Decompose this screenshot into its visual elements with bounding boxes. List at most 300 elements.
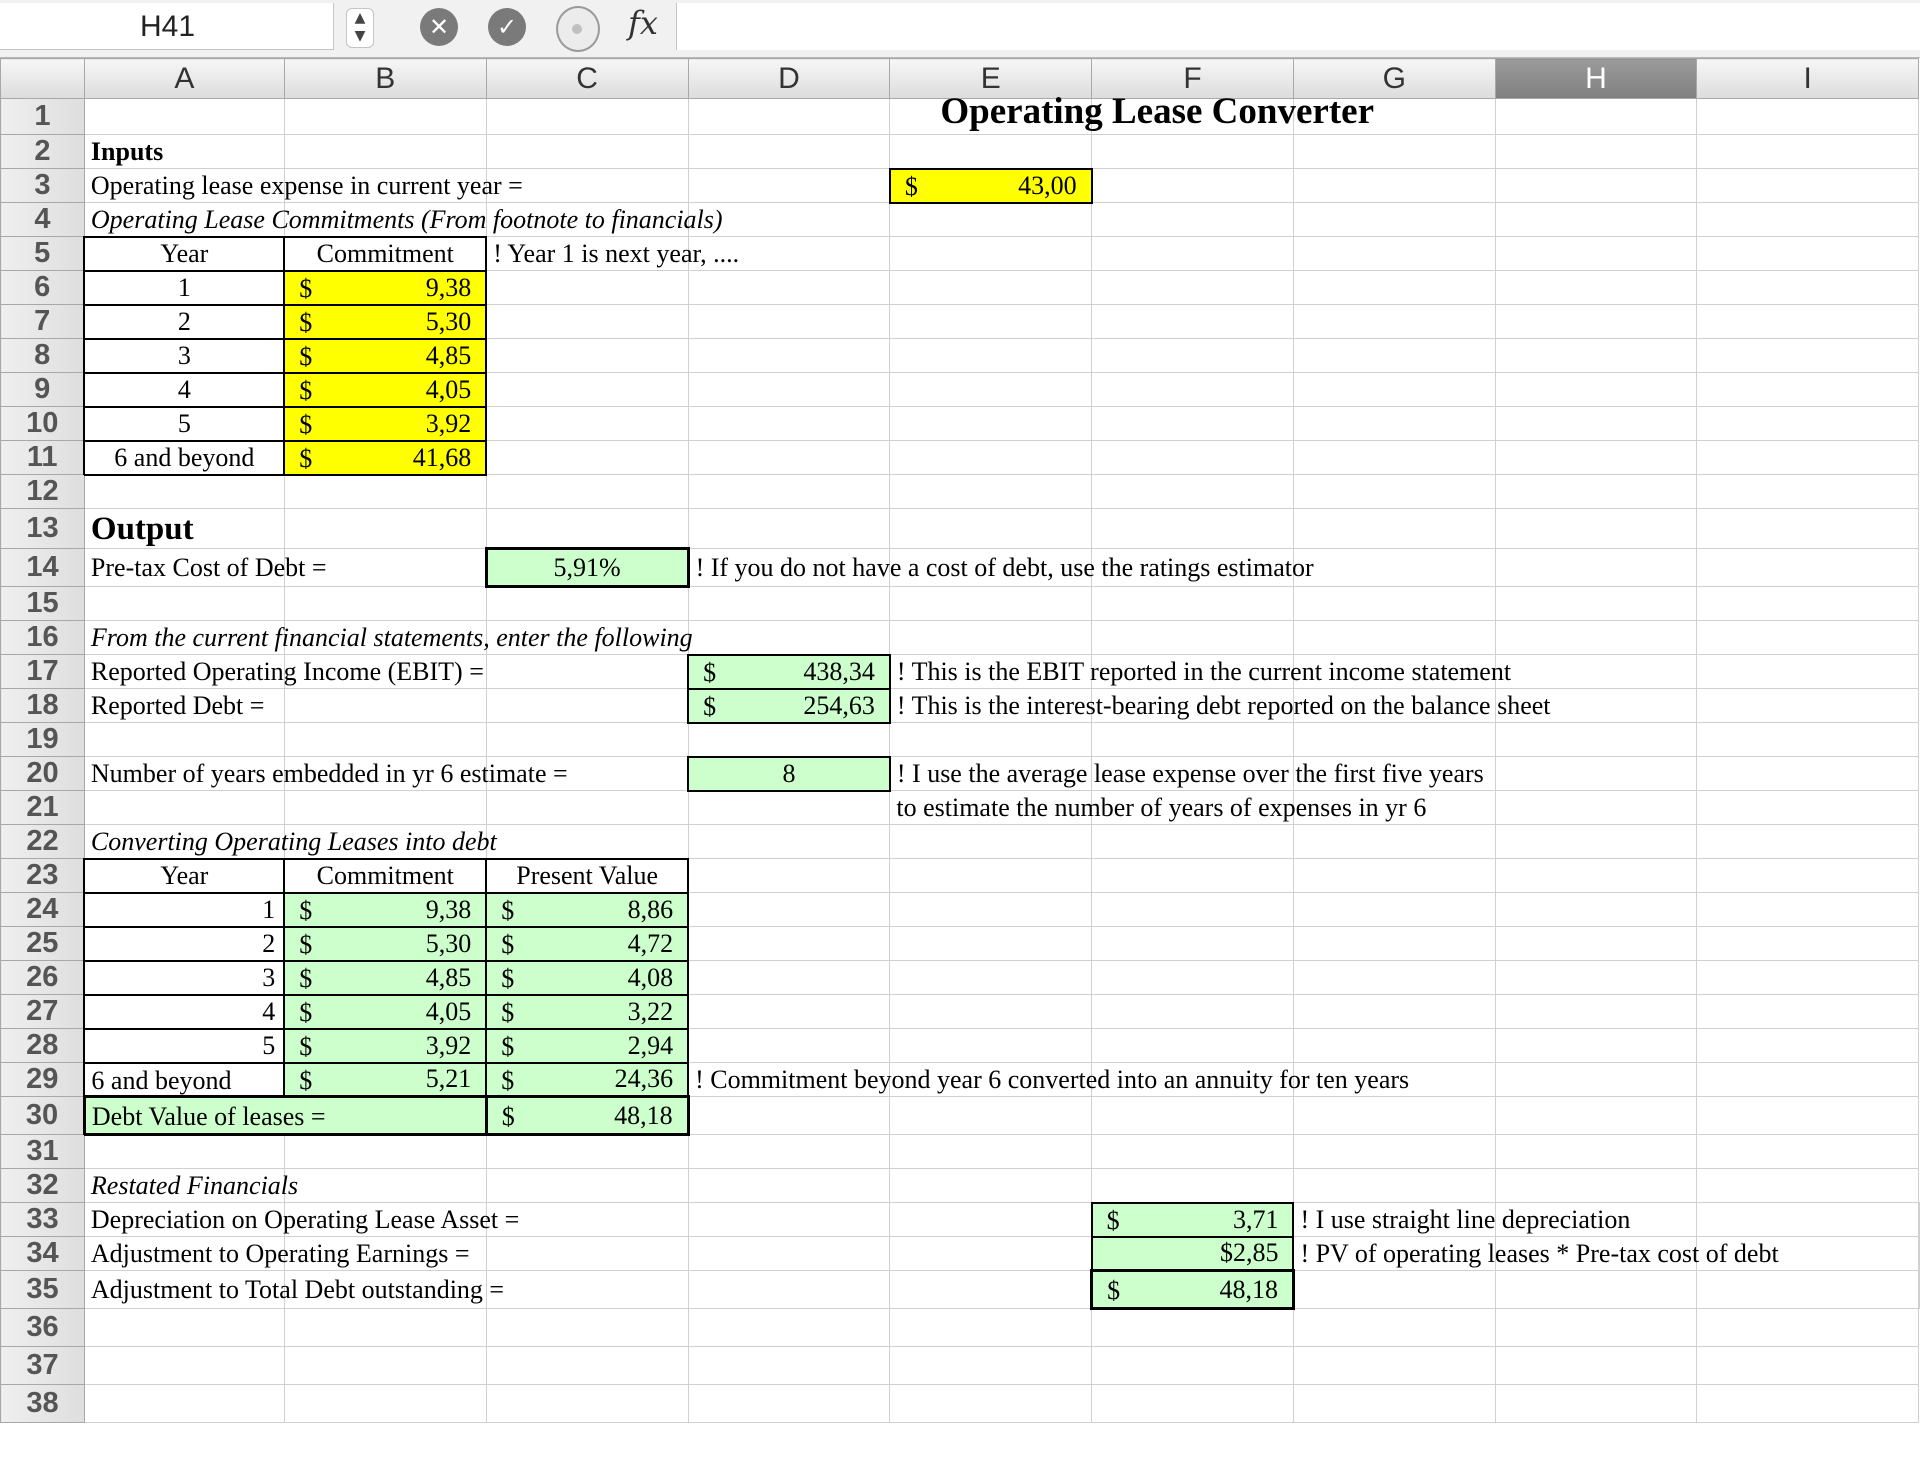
cell[interactable] [890, 1203, 1092, 1237]
cell[interactable] [1697, 135, 1919, 169]
cell[interactable] [688, 995, 890, 1029]
cell[interactable] [1495, 271, 1697, 305]
cell[interactable] [284, 689, 486, 723]
cell[interactable] [688, 723, 890, 757]
cell[interactable] [1293, 1309, 1495, 1347]
cell[interactable] [688, 893, 890, 927]
conversion-year-cell[interactable]: 4 [84, 995, 284, 1029]
cell[interactable] [1495, 373, 1697, 407]
cell[interactable] [486, 509, 688, 549]
cell[interactable] [84, 587, 284, 621]
row-header[interactable]: 38 [1, 1385, 85, 1423]
cell[interactable] [688, 1063, 1410, 1097]
cell[interactable] [890, 373, 1092, 407]
row-header[interactable]: 21 [1, 791, 85, 825]
cell[interactable] [1293, 203, 1495, 237]
cell[interactable] [1697, 859, 1919, 893]
cell[interactable] [890, 475, 1092, 509]
cell[interactable] [1697, 475, 1919, 509]
row-header[interactable]: 11 [1, 441, 85, 475]
cell[interactable] [486, 135, 688, 169]
cell[interactable] [890, 237, 1092, 271]
cell[interactable] [1919, 1203, 1920, 1237]
cell[interactable] [890, 1271, 1092, 1309]
cell[interactable] [1495, 169, 1697, 203]
cell[interactable] [890, 135, 1092, 169]
cell[interactable] [1092, 587, 1294, 621]
cell[interactable] [486, 271, 688, 305]
cell[interactable] [688, 475, 890, 509]
cell[interactable] [486, 373, 688, 407]
cell[interactable] [1697, 203, 1919, 237]
conversion-year-cell[interactable]: 5 [84, 1029, 284, 1063]
cell[interactable] [688, 305, 890, 339]
cell[interactable] [1697, 1097, 1919, 1135]
cell[interactable] [890, 1097, 1092, 1135]
conversion-commitment-cell[interactable] [284, 1029, 486, 1063]
cell[interactable] [1495, 1271, 1697, 1309]
cell[interactable] [1495, 961, 1697, 995]
row-header[interactable]: 17 [1, 655, 85, 689]
cell[interactable] [1293, 509, 1495, 549]
conversion-commitment-cell[interactable] [284, 995, 486, 1029]
cell[interactable] [486, 475, 688, 509]
cell[interactable] [1293, 305, 1495, 339]
cell[interactable] [688, 373, 890, 407]
cell[interactable] [486, 791, 688, 825]
cell[interactable] [84, 549, 327, 587]
cell[interactable] [84, 99, 284, 135]
conversion-year-cell[interactable]: 3 [84, 961, 284, 995]
cell[interactable] [1092, 441, 1294, 475]
cell[interactable] [1697, 407, 1919, 441]
cell[interactable] [890, 441, 1092, 475]
debt-value-cell[interactable] [486, 1097, 688, 1135]
row-header[interactable]: 25 [1, 927, 85, 961]
cell[interactable] [688, 791, 890, 825]
cell[interactable] [1495, 995, 1697, 1029]
cell[interactable] [1293, 475, 1495, 509]
cell[interactable] [1092, 1169, 1294, 1203]
conversion-commitment-cell[interactable] [284, 893, 486, 927]
cell[interactable] [486, 1237, 688, 1271]
cell[interactable] [486, 1271, 688, 1309]
cell[interactable] [84, 757, 568, 791]
cell[interactable] [1293, 1271, 1495, 1309]
cancel-icon[interactable]: ✕ [420, 8, 458, 46]
cell[interactable] [1092, 237, 1294, 271]
cell[interactable] [486, 1309, 688, 1347]
cost-of-debt-cell[interactable]: 5,91% [486, 549, 688, 587]
cell[interactable] [1092, 1135, 1294, 1169]
column-header-c[interactable]: C [486, 59, 688, 99]
commitment-value-cell[interactable] [284, 305, 486, 339]
cell[interactable] [1495, 1169, 1697, 1203]
cell[interactable] [284, 99, 486, 135]
cell[interactable] [1092, 339, 1294, 373]
cell[interactable] [486, 339, 688, 373]
cell[interactable] [486, 689, 688, 723]
cell[interactable] [890, 995, 1092, 1029]
cell[interactable] [1293, 1097, 1495, 1135]
conversion-commitment-cell[interactable] [284, 927, 486, 961]
cell[interactable] [1293, 1237, 1779, 1271]
cell[interactable] [1293, 1169, 1495, 1203]
cell[interactable] [84, 1169, 299, 1203]
commitment-year-cell[interactable]: 5 [84, 407, 284, 441]
cell[interactable] [284, 723, 486, 757]
cell[interactable] [1092, 859, 1294, 893]
cell[interactable] [688, 1169, 890, 1203]
cell[interactable] [688, 1271, 890, 1309]
row-header[interactable]: 28 [1, 1029, 85, 1063]
cell[interactable] [1697, 549, 1919, 587]
cell[interactable] [688, 1309, 890, 1347]
cell[interactable] [486, 1135, 688, 1169]
row-header[interactable]: 33 [1, 1203, 85, 1237]
cell[interactable] [1293, 1203, 1631, 1237]
row-header[interactable]: 16 [1, 621, 85, 655]
row-header[interactable]: 1 [1, 99, 85, 135]
cell[interactable] [1495, 1029, 1697, 1063]
cell[interactable] [1697, 305, 1919, 339]
cell[interactable] [890, 689, 1551, 723]
cell[interactable] [84, 689, 284, 723]
select-all-corner[interactable] [1, 59, 85, 99]
cell[interactable] [84, 169, 523, 203]
cell[interactable] [1293, 825, 1495, 859]
cell[interactable] [1293, 441, 1495, 475]
cell[interactable] [688, 339, 890, 373]
cell[interactable] [84, 135, 284, 169]
cell[interactable] [1092, 373, 1294, 407]
cell[interactable] [486, 1347, 688, 1385]
cell[interactable] [1919, 1237, 1920, 1271]
cell[interactable] [1293, 961, 1495, 995]
cell[interactable] [890, 1169, 1092, 1203]
cell[interactable] [1293, 859, 1495, 893]
commitment-value-cell[interactable] [284, 407, 486, 441]
cell[interactable] [1092, 305, 1294, 339]
row-header[interactable]: 19 [1, 723, 85, 757]
cell[interactable] [1697, 169, 1919, 203]
cell[interactable] [1293, 237, 1495, 271]
column-header-b[interactable]: B [284, 59, 486, 99]
cell[interactable] [1092, 1385, 1294, 1423]
cell[interactable] [84, 509, 284, 549]
cell[interactable] [84, 1309, 284, 1347]
adj-earnings-cell[interactable]: $2,85 [1092, 1237, 1294, 1271]
row-header[interactable]: 20 [1, 757, 85, 791]
cell[interactable] [84, 1271, 505, 1309]
cell[interactable] [1697, 1169, 1919, 1203]
cell[interactable] [284, 1385, 486, 1423]
cell[interactable] [1092, 1029, 1294, 1063]
cell[interactable] [486, 407, 688, 441]
cell[interactable] [1697, 1029, 1919, 1063]
column-header-e[interactable]: E [890, 59, 1092, 99]
cell[interactable] [284, 791, 486, 825]
cell[interactable] [890, 757, 1484, 791]
formula-input[interactable] [676, 3, 1920, 50]
cell[interactable] [1697, 961, 1919, 995]
debt-value-label-cell[interactable] [84, 1097, 326, 1135]
cell[interactable] [688, 621, 890, 655]
cell[interactable] [1092, 475, 1294, 509]
row-header[interactable]: 5 [1, 237, 85, 271]
row-header[interactable]: 31 [1, 1135, 85, 1169]
cell[interactable] [1495, 587, 1697, 621]
cell[interactable] [890, 723, 1092, 757]
cell[interactable] [688, 927, 890, 961]
cell[interactable] [84, 1203, 520, 1237]
row-header[interactable]: 10 [1, 407, 85, 441]
conversion-year-cell[interactable]: 1 [84, 893, 284, 927]
cell[interactable] [1092, 1097, 1294, 1135]
cell[interactable] [1495, 859, 1697, 893]
cell[interactable] [1697, 1309, 1919, 1347]
cell[interactable] [84, 1385, 284, 1423]
cell[interactable] [1697, 723, 1919, 757]
cell[interactable] [1495, 237, 1697, 271]
cell[interactable] [1495, 1063, 1697, 1097]
commitment-year-cell[interactable]: 2 [84, 305, 284, 339]
cell[interactable] [1293, 1385, 1495, 1423]
cell[interactable] [890, 1347, 1092, 1385]
commitment-year-cell[interactable]: 4 [84, 373, 284, 407]
conversion-year-cell[interactable]: 2 [84, 927, 284, 961]
cell[interactable] [1092, 169, 1294, 203]
cell[interactable] [486, 1385, 688, 1423]
cell[interactable] [486, 99, 688, 135]
cell[interactable] [688, 587, 890, 621]
cell[interactable] [890, 1237, 1092, 1271]
cell[interactable] [1919, 1271, 1920, 1309]
cell[interactable] [1293, 621, 1495, 655]
row-header[interactable]: 30 [1, 1097, 85, 1135]
cell[interactable] [890, 621, 1092, 655]
cell[interactable] [688, 1135, 890, 1169]
cell[interactable] [1092, 723, 1294, 757]
cell[interactable] [1495, 825, 1697, 859]
debt-cell[interactable] [688, 689, 890, 723]
year-header-cell[interactable]: Year [84, 237, 284, 271]
adj-debt-cell[interactable] [1092, 1271, 1294, 1309]
cell[interactable] [1697, 509, 1919, 549]
row-header[interactable]: 29 [1, 1063, 85, 1097]
cell[interactable] [688, 441, 890, 475]
row-header[interactable]: 22 [1, 825, 85, 859]
cell[interactable] [1697, 655, 1919, 689]
cell[interactable] [84, 1135, 284, 1169]
confirm-icon[interactable]: ✓ [488, 8, 526, 46]
commitment-value-cell[interactable] [284, 339, 486, 373]
cell[interactable] [1697, 927, 1919, 961]
cell[interactable] [1495, 203, 1697, 237]
cell[interactable] [486, 237, 740, 271]
cell[interactable] [84, 621, 693, 655]
cell[interactable] [890, 509, 1092, 549]
cell[interactable] [1495, 549, 1697, 587]
cell[interactable] [1495, 893, 1697, 927]
column-header-d[interactable]: D [688, 59, 890, 99]
cell[interactable] [1495, 441, 1697, 475]
cell[interactable] [688, 135, 890, 169]
cell[interactable] [688, 1203, 890, 1237]
cell[interactable] [1293, 339, 1495, 373]
cell[interactable] [1495, 621, 1697, 655]
cell[interactable] [486, 441, 688, 475]
name-box[interactable]: H41 [0, 3, 334, 50]
cell[interactable] [1293, 1347, 1495, 1385]
row-header[interactable]: 18 [1, 689, 85, 723]
row-header[interactable]: 2 [1, 135, 85, 169]
row-header[interactable]: 8 [1, 339, 85, 373]
cell[interactable] [688, 549, 1314, 587]
cell[interactable] [1495, 927, 1697, 961]
commitment-value-cell[interactable] [284, 271, 486, 305]
formula-builder-toggle[interactable] [556, 6, 600, 52]
cell[interactable] [1697, 621, 1919, 655]
cell[interactable] [1495, 1097, 1697, 1135]
cell[interactable] [1697, 373, 1919, 407]
commitment-value-cell[interactable] [284, 441, 486, 475]
cell[interactable] [890, 587, 1092, 621]
cell[interactable] [1697, 339, 1919, 373]
cell[interactable] [486, 655, 688, 689]
cell[interactable] [1697, 791, 1919, 825]
cell[interactable] [890, 1135, 1092, 1169]
lease-expense-cell[interactable] [890, 169, 1092, 203]
cell[interactable] [1092, 135, 1294, 169]
cell[interactable] [1697, 1271, 1919, 1309]
fx-icon[interactable]: fx [628, 4, 658, 42]
commitment-header-cell[interactable]: Commitment [284, 859, 486, 893]
ebit-cell[interactable] [688, 655, 890, 689]
cell[interactable] [1495, 655, 1697, 689]
cell[interactable] [890, 791, 1427, 825]
cell[interactable] [1092, 961, 1294, 995]
cell[interactable] [890, 305, 1092, 339]
row-header[interactable]: 37 [1, 1347, 85, 1385]
cell[interactable] [1293, 135, 1495, 169]
row-header[interactable]: 12 [1, 475, 85, 509]
cell[interactable] [890, 893, 1092, 927]
cell[interactable] [1293, 893, 1495, 927]
cell[interactable] [284, 509, 486, 549]
cell[interactable] [890, 655, 1512, 689]
cell[interactable] [1697, 995, 1919, 1029]
row-header[interactable]: 15 [1, 587, 85, 621]
year-header-cell[interactable]: Year [84, 859, 284, 893]
cell[interactable] [890, 91, 1374, 135]
cell[interactable] [1697, 1347, 1919, 1385]
cell[interactable] [1697, 99, 1919, 135]
cell[interactable] [284, 587, 486, 621]
cell[interactable] [1293, 407, 1495, 441]
cell[interactable] [1495, 723, 1697, 757]
cell[interactable] [1293, 549, 1495, 587]
cell[interactable] [1092, 203, 1294, 237]
cell[interactable] [890, 927, 1092, 961]
conversion-pv-cell[interactable] [486, 927, 688, 961]
cell[interactable] [1697, 271, 1919, 305]
cell[interactable] [688, 271, 890, 305]
cell[interactable] [1293, 1029, 1495, 1063]
row-header[interactable]: 13 [1, 509, 85, 549]
row-header[interactable]: 7 [1, 305, 85, 339]
cell[interactable] [1495, 1347, 1697, 1385]
cell[interactable] [1495, 1385, 1697, 1423]
cell[interactable] [688, 1385, 890, 1423]
cell[interactable] [84, 1237, 470, 1271]
cell[interactable] [1293, 1135, 1495, 1169]
cell[interactable] [84, 655, 484, 689]
cell[interactable] [890, 859, 1092, 893]
cell[interactable] [1293, 169, 1495, 203]
cell[interactable] [1697, 757, 1919, 791]
cell[interactable] [1092, 825, 1294, 859]
cell[interactable] [1495, 305, 1697, 339]
cell[interactable] [688, 407, 890, 441]
cell[interactable] [1697, 587, 1919, 621]
commitment-year-cell[interactable]: 6 and beyond [84, 441, 284, 475]
cell[interactable] [84, 1347, 284, 1385]
cell[interactable] [1092, 509, 1294, 549]
row-header[interactable]: 4 [1, 203, 85, 237]
cell[interactable] [1697, 441, 1919, 475]
cell[interactable] [1495, 407, 1697, 441]
cell[interactable] [1697, 689, 1919, 723]
conversion-commitment-cell[interactable] [284, 1063, 486, 1097]
cell[interactable] [1495, 791, 1697, 825]
cell[interactable] [1697, 1063, 1919, 1097]
cell[interactable] [890, 1309, 1092, 1347]
cell[interactable] [1697, 1385, 1919, 1423]
row-header[interactable]: 26 [1, 961, 85, 995]
cell[interactable] [688, 1029, 890, 1063]
commitment-value-cell[interactable] [284, 373, 486, 407]
depreciation-cell[interactable] [1092, 1203, 1294, 1237]
pv-header-cell[interactable]: Present Value [486, 859, 688, 893]
column-header-g[interactable]: G [1293, 59, 1495, 99]
cell[interactable] [84, 203, 723, 237]
cell[interactable] [1495, 509, 1697, 549]
cell[interactable] [688, 99, 890, 135]
row-header[interactable]: 34 [1, 1237, 85, 1271]
cell[interactable] [1092, 927, 1294, 961]
cell[interactable] [1092, 621, 1294, 655]
cell[interactable] [1092, 893, 1294, 927]
cell[interactable] [1092, 995, 1294, 1029]
commitment-year-cell[interactable]: 1 [84, 271, 284, 305]
cell[interactable] [486, 723, 688, 757]
cell[interactable] [688, 169, 890, 203]
row-header[interactable]: 35 [1, 1271, 85, 1309]
cell[interactable] [688, 825, 890, 859]
cell[interactable] [1495, 475, 1697, 509]
cell[interactable] [84, 475, 284, 509]
row-header[interactable]: 24 [1, 893, 85, 927]
cell[interactable] [1697, 825, 1919, 859]
commitment-year-cell[interactable]: 3 [84, 339, 284, 373]
cell[interactable] [1293, 995, 1495, 1029]
cell[interactable] [1697, 1203, 1919, 1237]
row-header[interactable]: 36 [1, 1309, 85, 1347]
cell[interactable] [1092, 1347, 1294, 1385]
cell[interactable] [1495, 757, 1697, 791]
cell[interactable] [1495, 1135, 1697, 1169]
